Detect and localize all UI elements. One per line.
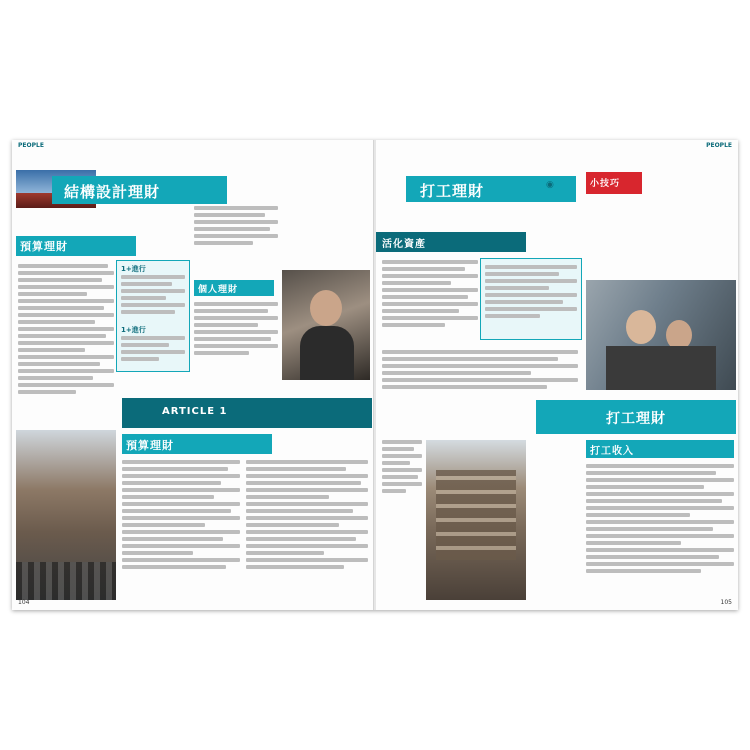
boxed-head-1: 1+進行 xyxy=(121,265,146,273)
left-text-col-4 xyxy=(122,460,240,572)
left-masthead: PEOPLE xyxy=(18,142,44,149)
right-text-col-2 xyxy=(382,350,578,392)
left-section-heading: 預算理財 xyxy=(126,439,174,452)
right-title: 打工理財 xyxy=(420,182,485,200)
left-street-photo xyxy=(16,430,116,600)
left-subhead-2: 個人理財 xyxy=(198,285,239,295)
right-page-number: 105 xyxy=(720,599,732,606)
camera-icon: ◉ xyxy=(546,180,554,190)
right-text-col-3 xyxy=(586,464,734,576)
left-text-col-1 xyxy=(18,264,114,397)
right-section-heading: 打工收入 xyxy=(590,446,634,457)
left-page-number: 104 xyxy=(18,599,30,606)
left-subhead-1: 預算理財 xyxy=(20,240,68,253)
right-crowd-photo xyxy=(586,280,736,390)
right-building-photo xyxy=(426,440,526,600)
magazine-spread xyxy=(12,140,738,610)
right-small-note: 小技巧 xyxy=(590,179,621,189)
left-lower-banner-text: ARTICLE 1 xyxy=(162,406,228,417)
left-boxed-tips xyxy=(116,260,190,372)
left-portrait-photo xyxy=(282,270,370,380)
left-text-col-5 xyxy=(246,460,368,572)
left-text-col-3 xyxy=(194,302,278,358)
right-lower-banner-text: 打工理財 xyxy=(606,411,666,427)
right-boxed-note xyxy=(480,258,582,340)
left-title: 結構設計理財 xyxy=(64,183,161,201)
right-text-col-4 xyxy=(382,440,422,496)
right-page xyxy=(376,140,738,610)
left-text-col-2 xyxy=(194,206,278,248)
right-masthead: PEOPLE xyxy=(706,142,732,149)
boxed-head-2: 1+進行 xyxy=(121,326,146,334)
left-page xyxy=(12,140,374,610)
left-lower-banner xyxy=(122,398,372,428)
right-subhead-1: 活化資產 xyxy=(382,239,426,250)
right-text-col-1 xyxy=(382,260,478,330)
